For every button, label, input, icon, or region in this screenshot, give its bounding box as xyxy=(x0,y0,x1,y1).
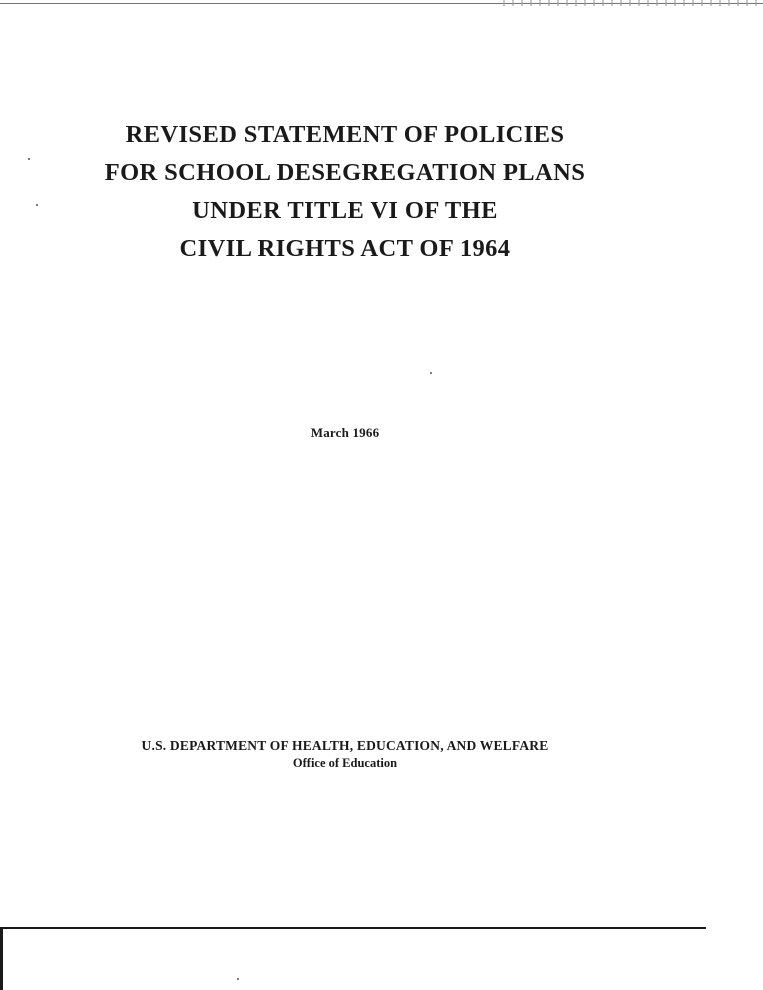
scan-top-noise xyxy=(503,0,763,6)
scan-speck xyxy=(237,978,239,980)
scan-speck xyxy=(28,158,30,160)
scan-left-edge xyxy=(0,927,3,990)
office-name: Office of Education xyxy=(292,756,398,770)
agency-name: U.S. DEPARTMENT OF HEALTH, EDUCATION, AND WELFARE xyxy=(141,738,549,753)
title-line-4: CIVIL RIGHTS ACT OF 1964 xyxy=(179,235,511,262)
scan-speck xyxy=(430,372,432,374)
publication-date: March 1966 xyxy=(310,425,380,440)
title-line-2: FOR SCHOOL DESEGREGATION PLANS xyxy=(104,159,586,186)
publisher-block xyxy=(0,736,690,772)
scan-bottom-border xyxy=(0,927,706,929)
scan-speck xyxy=(36,204,38,206)
document-title xyxy=(0,116,690,268)
title-line-1: REVISED STATEMENT OF POLICIES xyxy=(125,121,565,148)
title-line-3: UNDER TITLE VI OF THE xyxy=(192,197,498,224)
